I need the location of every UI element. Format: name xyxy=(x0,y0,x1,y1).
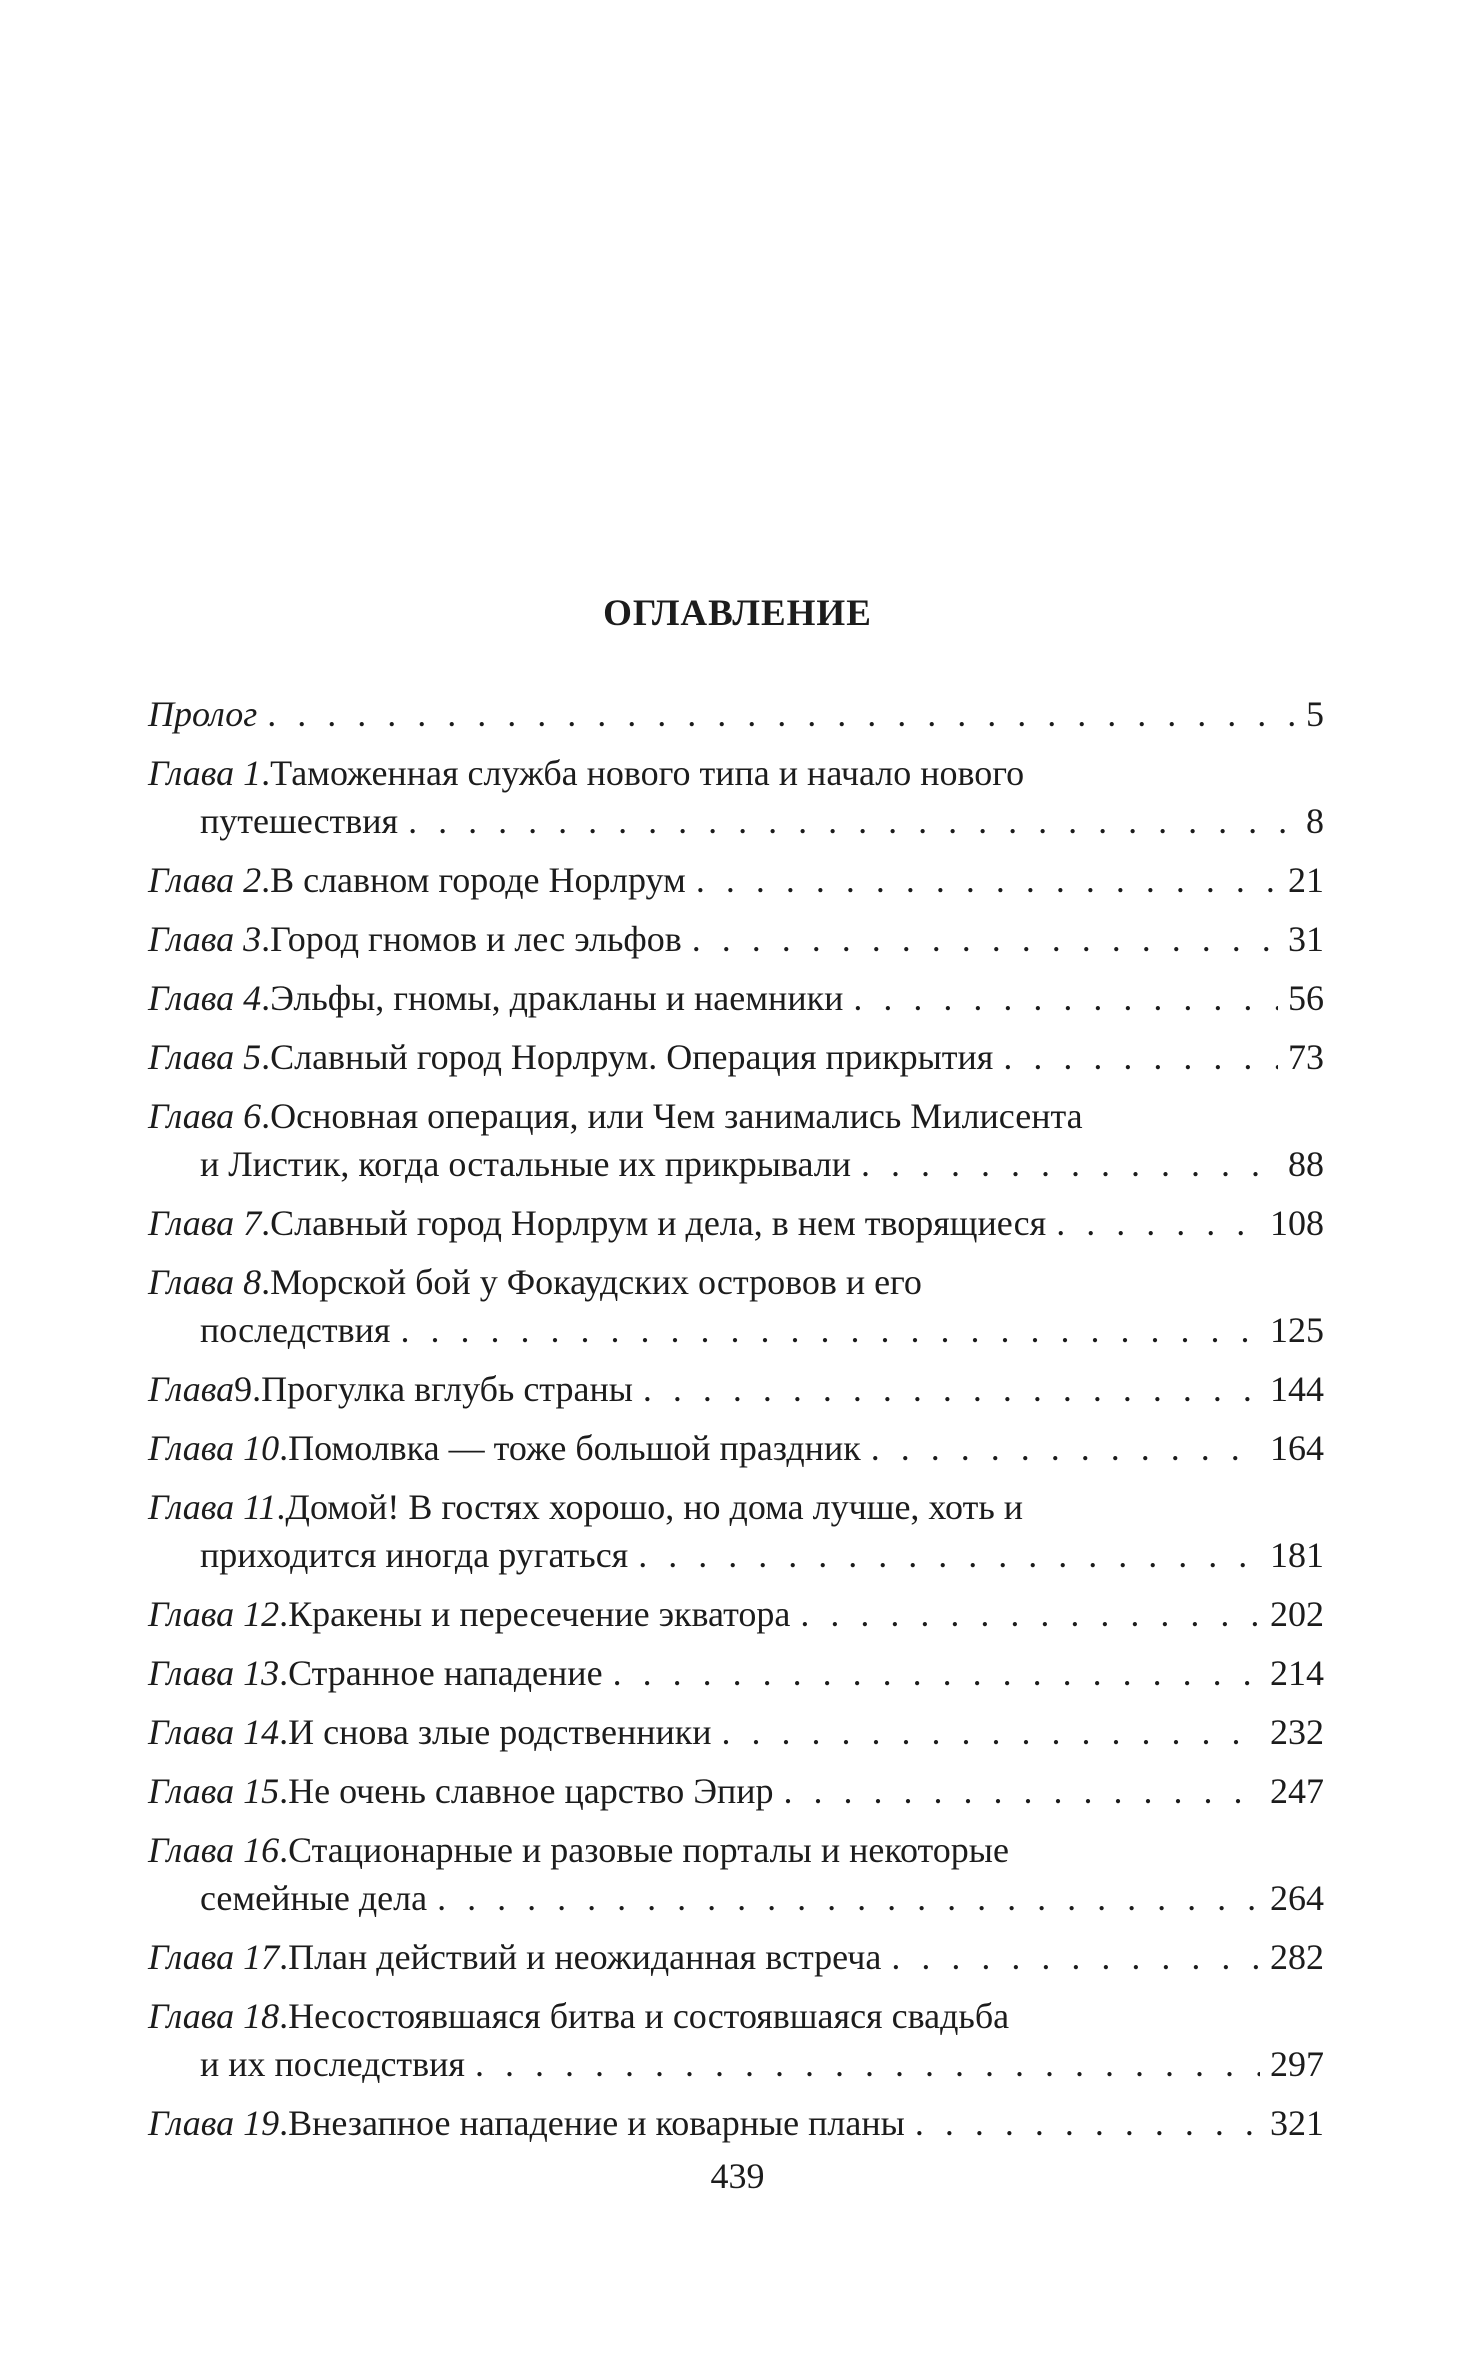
toc-entry-page: 5 xyxy=(1306,694,1324,734)
toc-entry-title: Основная операция, или Чем занимались Милисента xyxy=(270,1096,1083,1136)
toc-entry-page: 31 xyxy=(1288,919,1324,959)
toc-entry-line: Глава 12 . Кракены и пересечение экватора . . . 202 xyxy=(148,1590,1324,1638)
toc-entry-label-number: 9 xyxy=(234,1369,253,1409)
dot-leader xyxy=(437,1874,1260,1922)
toc-entry-line: Глава 8 . Морской бой у Фокаудских островов и его xyxy=(148,1258,1324,1306)
toc-entry-label: Глава 19 xyxy=(148,2103,280,2143)
toc-entry-title: В славном городе Норлрум xyxy=(270,860,686,900)
toc-entry xyxy=(148,1424,1324,1472)
toc-entry xyxy=(148,1649,1324,1697)
dot-leader xyxy=(722,1708,1261,1756)
toc-entry-title-cont: последствия xyxy=(200,1310,391,1350)
toc-entry-label: Глава 11 xyxy=(148,1487,277,1527)
toc-entry xyxy=(148,1708,1324,1756)
toc-entry-label: Глава 8 xyxy=(148,1262,262,1302)
toc-entry xyxy=(148,1767,1324,1815)
toc-entry xyxy=(148,690,1324,738)
toc-entry xyxy=(148,915,1324,963)
dot-leader xyxy=(475,2040,1260,2088)
toc-entry-title: Стационарные и разовые порталы и некоторые xyxy=(288,1830,1009,1870)
toc-entry-label: Глава 6 xyxy=(148,1096,262,1136)
toc-entry-label: Глава 13 xyxy=(148,1653,280,1693)
toc-entry-page: 264 xyxy=(1270,1878,1324,1918)
toc-entry-line: Глава 5 . Славный город Норлрум. Операция прикрытия . . . 73 xyxy=(148,1033,1324,1081)
toc-entry xyxy=(148,1992,1324,2088)
toc-entry-continuation xyxy=(148,1306,1324,1354)
dot-leader xyxy=(692,915,1278,963)
dot-leader xyxy=(643,1365,1260,1413)
page-number: 439 xyxy=(710,2156,765,2196)
toc-entry xyxy=(148,1199,1324,1247)
toc-entry xyxy=(148,1590,1324,1638)
toc-entry-page: 108 xyxy=(1270,1203,1324,1243)
dot-leader xyxy=(267,690,1296,738)
toc-entry-page: 214 xyxy=(1270,1653,1324,1693)
toc-entry-label: Пролог xyxy=(148,694,258,734)
toc-entry-line: Глава 7 . Славный город Норлрум и дела, в нем творящиеся . . . 108 xyxy=(148,1199,1324,1247)
toc-entry xyxy=(148,1483,1324,1579)
toc-entry-title: Эльфы, гномы, дракланы и наемники xyxy=(270,978,844,1018)
toc-entry-title: Прогулка вглубь страны xyxy=(261,1369,633,1409)
toc-entry-line: Глава 3 . Город гномов и лес эльфов . . . 31 xyxy=(148,915,1324,963)
toc-entry xyxy=(148,2099,1324,2147)
toc-entry-title: Город гномов и лес эльфов xyxy=(270,919,682,959)
toc-entry-line: Глава 18 . Несостоявшаяся битва и состоявшаяся свадьба xyxy=(148,1992,1324,2040)
dot-leader xyxy=(613,1649,1260,1697)
toc-entry xyxy=(148,974,1324,1022)
toc-entry-line xyxy=(148,690,1324,738)
toc-entry-page: 88 xyxy=(1288,1144,1324,1184)
toc-entry xyxy=(148,1092,1324,1188)
toc-entry-label: Глава 10 xyxy=(148,1428,280,1468)
toc-entry xyxy=(148,1826,1324,1922)
toc-entry-title-cont: семейные дела xyxy=(200,1878,428,1918)
toc-entry-title: План действий и неожиданная встреча xyxy=(288,1937,882,1977)
toc-entry-title-cont: и их последствия xyxy=(200,2044,465,2084)
toc-entry xyxy=(148,1933,1324,1981)
toc-entry-page: 8 xyxy=(1306,801,1324,841)
toc-list xyxy=(148,690,1324,2158)
toc-entry-page: 247 xyxy=(1270,1771,1324,1811)
toc-heading: ОГЛАВЛЕНИЕ xyxy=(603,593,872,634)
toc-entry-line: Глава 4 . Эльфы, гномы, дракланы и наемники . . . 56 xyxy=(148,974,1324,1022)
toc-entry-page: 56 xyxy=(1288,978,1324,1018)
toc-entry-title: Морской бой у Фокаудских островов и его xyxy=(270,1262,922,1302)
toc-entry-line: Глава 14 . И снова злые родственники . . . 232 xyxy=(148,1708,1324,1756)
toc-entry-title: Кракены и пересечение экватора xyxy=(288,1594,791,1634)
toc-entry-title: Помолвка — тоже большой праздник xyxy=(288,1428,861,1468)
toc-entry-page: 73 xyxy=(1288,1037,1324,1077)
toc-entry-label: Глава 4 xyxy=(148,978,262,1018)
toc-entry-page: 164 xyxy=(1270,1428,1324,1468)
toc-entry-line: Глава 6 . Основная операция, или Чем занимались Милисента xyxy=(148,1092,1324,1140)
dot-leader xyxy=(871,1424,1260,1472)
dot-leader xyxy=(696,856,1278,904)
toc-entry-continuation xyxy=(148,2040,1324,2088)
toc-entry-page: 321 xyxy=(1270,2103,1324,2143)
toc-entry-label: Глава 18 xyxy=(148,1996,280,2036)
toc-entry-line: Глава 15 . Не очень славное царство Эпир . . . 247 xyxy=(148,1767,1324,1815)
toc-entry-label: Глава 12 xyxy=(148,1594,280,1634)
toc-entry-line: Глава 13 . Странное нападение . . . 214 xyxy=(148,1649,1324,1697)
dot-leader xyxy=(1003,1033,1278,1081)
toc-entry-line: Глава 1 . Таможенная служба нового типа и начало нового xyxy=(148,749,1324,797)
toc-entry-continuation xyxy=(148,1531,1324,1579)
toc-entry-line: Глава 11 . Домой! В гостях хорошо, но дома лучше, хоть и xyxy=(148,1483,1324,1531)
toc-entry-title-cont: и Листик, когда остальные их прикрывали xyxy=(200,1144,852,1184)
dot-leader xyxy=(915,2099,1260,2147)
toc-entry-label: Глава 14 xyxy=(148,1712,280,1752)
dot-leader xyxy=(891,1933,1260,1981)
dot-leader xyxy=(638,1531,1260,1579)
toc-entry-line: Глава 16 . Стационарные и разовые порталы и некоторые xyxy=(148,1826,1324,1874)
toc-entry-continuation xyxy=(148,1140,1324,1188)
toc-entry-label: Глава 17 xyxy=(148,1937,280,1977)
dot-leader xyxy=(861,1140,1278,1188)
dot-leader xyxy=(853,974,1278,1022)
toc-entry-title: Славный город Норлрум. Операция прикрытия xyxy=(270,1037,994,1077)
toc-entry-title-cont: приходится иногда ругаться xyxy=(200,1535,629,1575)
toc-entry-label: Глава 3 xyxy=(148,919,262,959)
toc-entry-line: Глава 10 . Помолвка — тоже большой праздник . . . 164 xyxy=(148,1424,1324,1472)
toc-entry xyxy=(148,1033,1324,1081)
toc-entry-label: Глава 15 xyxy=(148,1771,280,1811)
dot-leader xyxy=(800,1590,1260,1638)
toc-entry-line: Глава 17 . План действий и неожиданная встреча . . . 282 xyxy=(148,1933,1324,1981)
toc-entry-title: Домой! В гостях хорошо, но дома лучше, хоть и xyxy=(285,1487,1023,1527)
dot-leader xyxy=(784,1767,1260,1815)
toc-entry-title: Несостоявшаяся битва и состоявшаяся свадьба xyxy=(288,1996,1010,2036)
toc-entry-page: 282 xyxy=(1270,1937,1324,1977)
toc-entry-page: 125 xyxy=(1270,1310,1324,1350)
toc-entry xyxy=(148,1365,1324,1413)
toc-entry-page: 297 xyxy=(1270,2044,1324,2084)
toc-entry-page: 202 xyxy=(1270,1594,1324,1634)
dot-leader xyxy=(1056,1199,1260,1247)
toc-entry-title: Славный город Норлрум и дела, в нем творящиеся xyxy=(270,1203,1047,1243)
toc-entry-continuation xyxy=(148,1874,1324,1922)
toc-entry-page: 181 xyxy=(1270,1535,1324,1575)
toc-entry-title: Внезапное нападение и коварные планы xyxy=(288,2103,905,2143)
dot-leader xyxy=(408,797,1296,845)
toc-entry-title: Таможенная служба нового типа и начало нового xyxy=(270,753,1025,793)
toc-entry-label: Глава 16 xyxy=(148,1830,280,1870)
toc-entry-title-cont: путешествия xyxy=(200,801,399,841)
toc-entry-page: 232 xyxy=(1270,1712,1324,1752)
toc-entry xyxy=(148,1258,1324,1354)
toc-entry-line: Глава 2 . В славном городе Норлрум . . . 21 xyxy=(148,856,1324,904)
toc-entry-title: Странное нападение xyxy=(288,1653,603,1693)
toc-entry-line: Глава 19 . Внезапное нападение и коварные планы . . . 321 xyxy=(148,2099,1324,2147)
toc-entry-label: Глава 1 xyxy=(148,753,262,793)
toc-entry-label: Глава xyxy=(148,1369,235,1409)
toc-entry xyxy=(148,856,1324,904)
toc-entry-page: 21 xyxy=(1288,860,1324,900)
toc-entry xyxy=(148,749,1324,845)
toc-entry-title: И снова злые родственники xyxy=(288,1712,712,1752)
toc-entry-label: Глава 7 xyxy=(148,1203,262,1243)
toc-entry-line: Глава 9 . Прогулка вглубь страны . . . 144 xyxy=(148,1365,1324,1413)
dot-leader xyxy=(400,1306,1260,1354)
toc-entry-label: Глава 5 xyxy=(148,1037,262,1077)
toc-entry-title: Не очень славное царство Эпир xyxy=(288,1771,774,1811)
toc-entry-label: Глава 2 xyxy=(148,860,262,900)
toc-entry-page: 144 xyxy=(1270,1369,1324,1409)
toc-entry-continuation xyxy=(148,797,1324,845)
